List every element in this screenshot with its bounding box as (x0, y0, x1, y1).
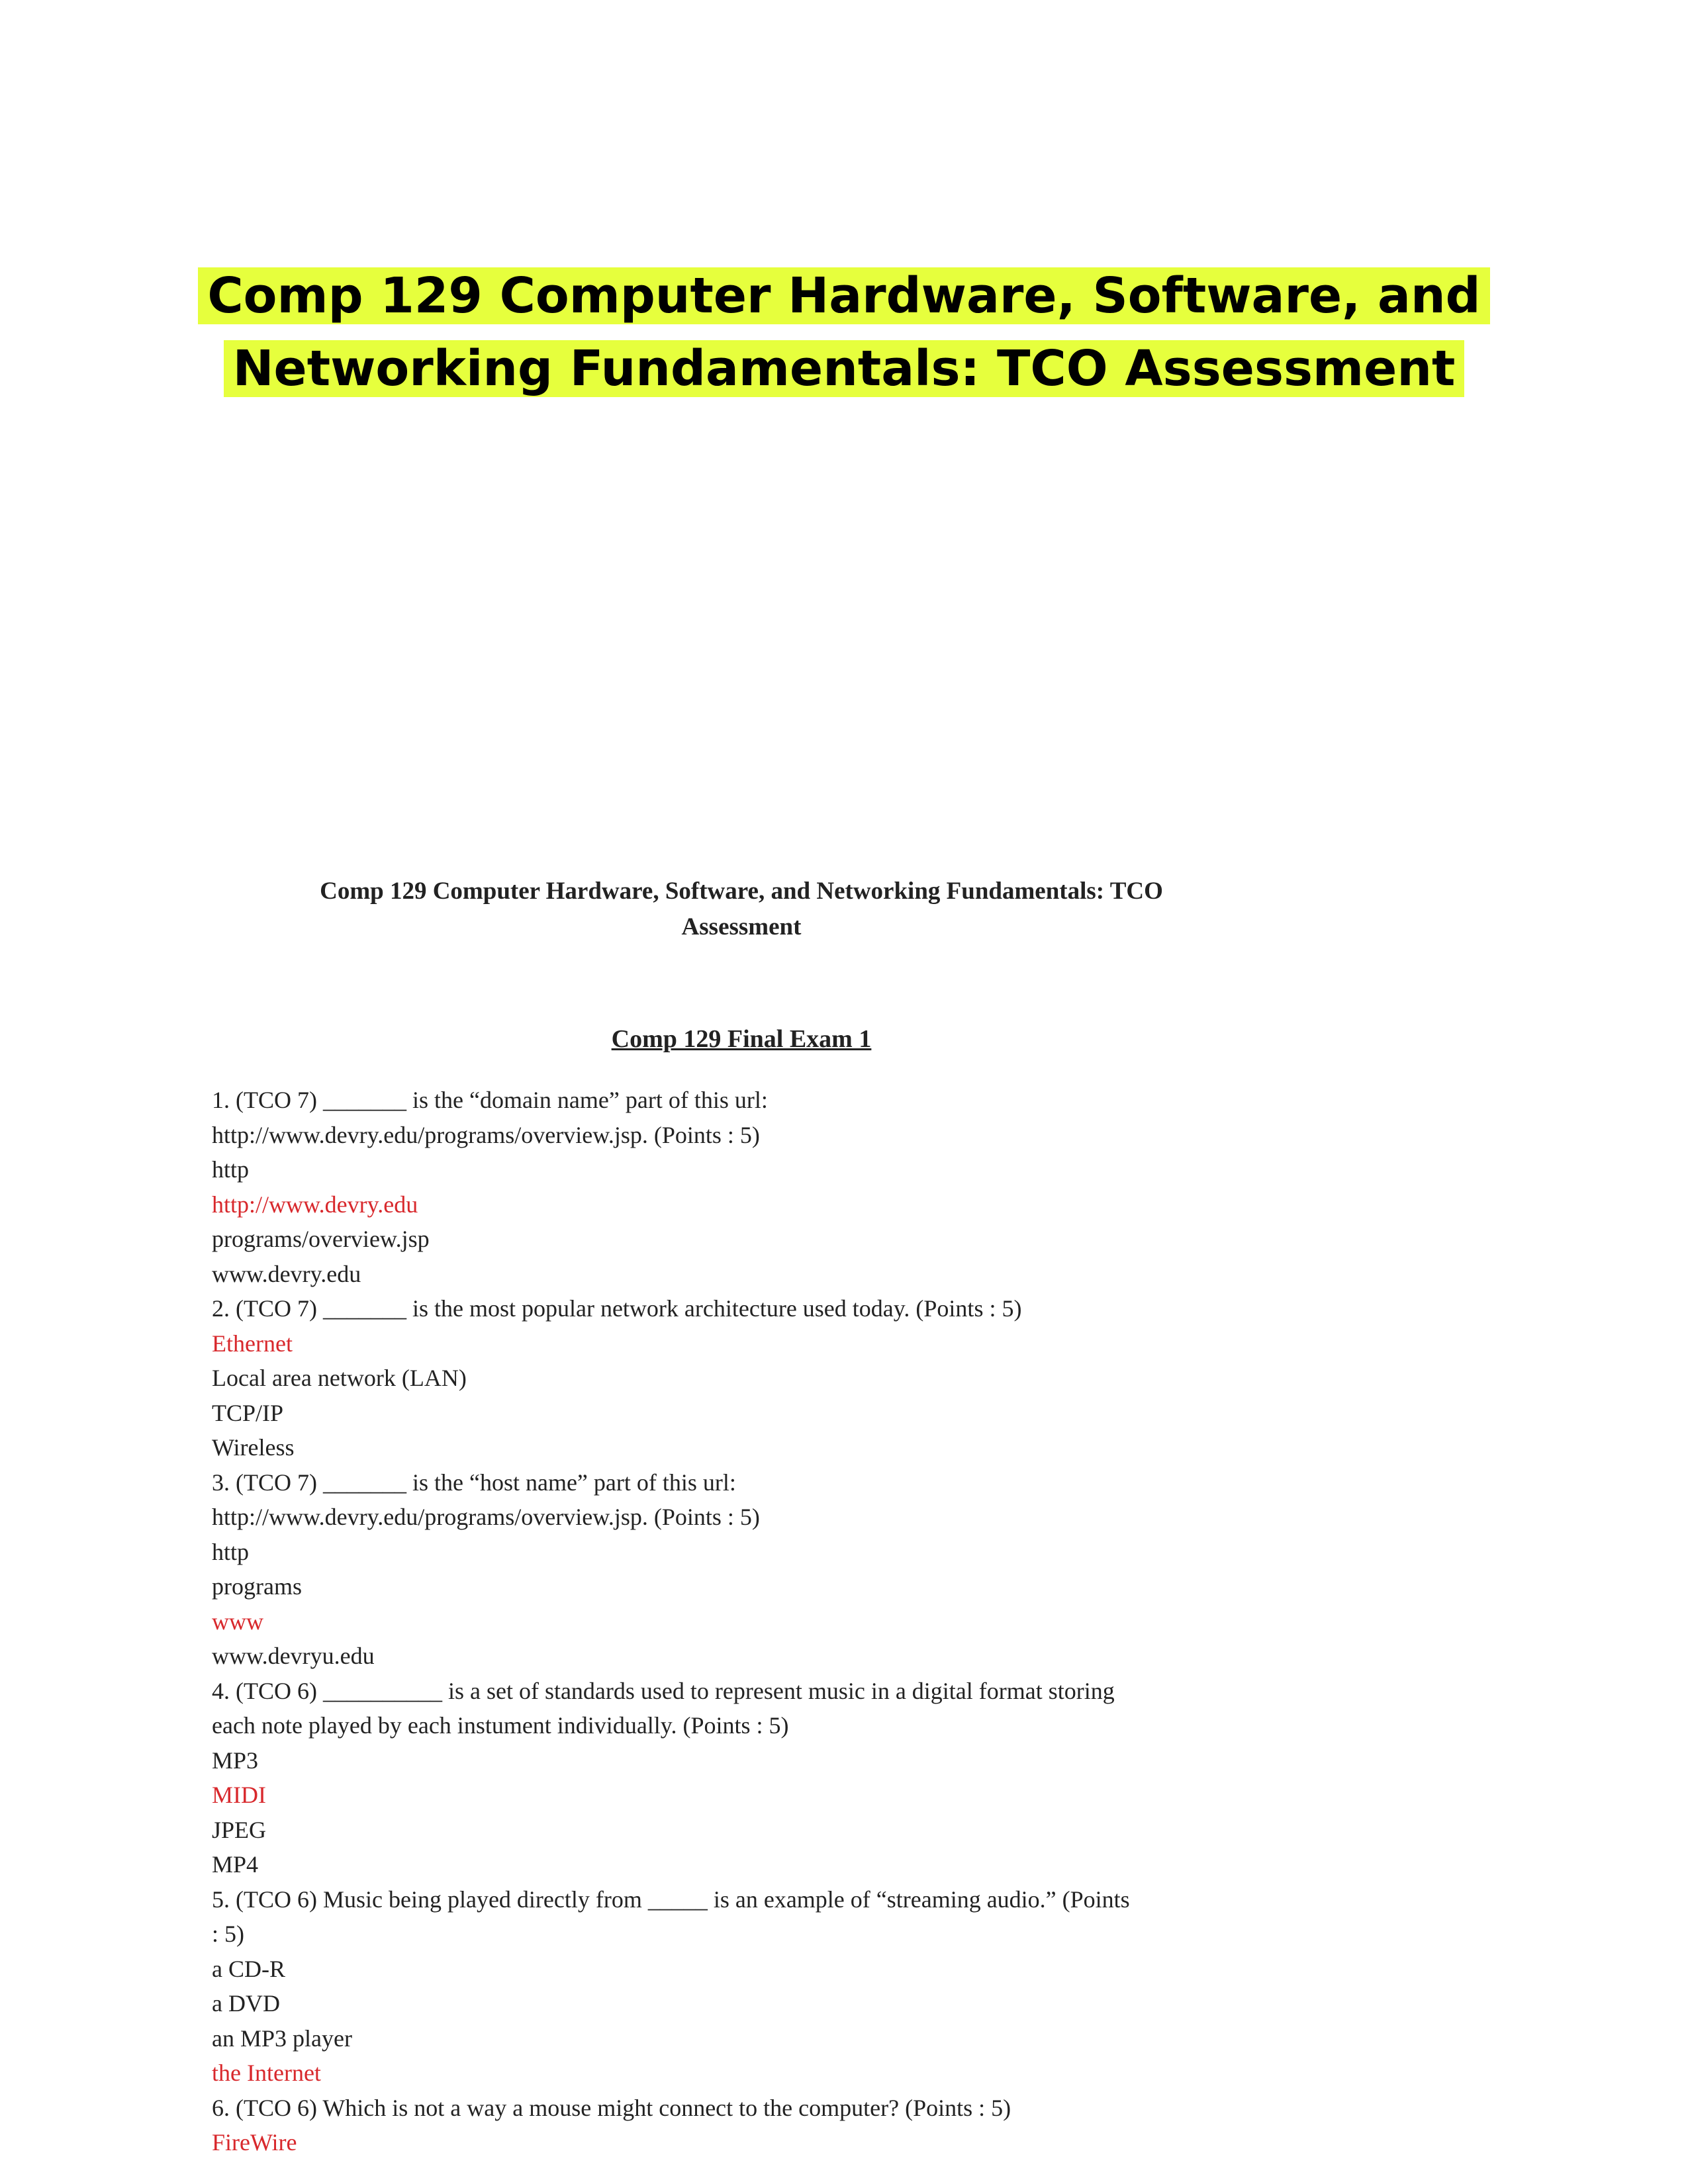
question-1-stem: 1. (TCO 7) _______ is the “domain name” part of this url: (212, 1087, 768, 1113)
question-4-option: MP3 (212, 1747, 259, 1774)
question-1-option: http (212, 1156, 250, 1183)
question-3-option: www.devryu.edu (212, 1643, 375, 1669)
highlighted-title-line-1: Comp 129 Computer Hardware, Software, and (198, 267, 1489, 324)
question-4-answer: MIDI (212, 1782, 266, 1808)
question-1-option: programs/overview.jsp (212, 1226, 430, 1252)
question-list (212, 1083, 1271, 2160)
question-5-stem: 5. (TCO 6) Music being played directly from _____ is an example of “streaming audio.” (Points (212, 1886, 1130, 1913)
question-1-option: www.devry.edu (212, 1260, 361, 1287)
question-4-stem: 4. (TCO 6) __________ is a set of standards used to represent music in a digital format storing (212, 1677, 1115, 1704)
question-4-option: MP4 (212, 1851, 259, 1878)
question-6-stem: 6. (TCO 6) Which is not a way a mouse might connect to the computer? (Points : 5) (212, 2094, 1011, 2121)
exam-title: Comp 129 Final Exam 1 (611, 1025, 872, 1053)
question-5-option: a CD-R (212, 1955, 285, 1982)
question-2-stem: 2. (TCO 7) _______ is the most popular network architecture used today. (Points : 5) (212, 1295, 1022, 1322)
document-title (212, 874, 1271, 945)
question-3-stem: 3. (TCO 7) _______ is the “host name” part of this url: (212, 1469, 736, 1496)
highlighted-title (0, 259, 1688, 405)
question-3-answer: www (212, 1608, 263, 1635)
question-5-option: an MP3 player (212, 2025, 352, 2052)
highlighted-title-line-2: Networking Fundamentals: TCO Assessment (224, 340, 1465, 397)
question-5-option: a DVD (212, 1990, 280, 2017)
question-3-option: http (212, 1538, 250, 1565)
question-1-stem-cont: http://www.devry.edu/programs/overview.jsp. (Points : 5) (212, 1121, 760, 1148)
question-2-answer: Ethernet (212, 1330, 293, 1357)
question-2-option: TCP/IP (212, 1399, 284, 1426)
question-3-option: programs (212, 1573, 302, 1600)
question-2-option: Local area network (LAN) (212, 1365, 467, 1391)
document-title-line-2: Assessment (681, 913, 802, 940)
question-1-answer: http://www.devry.edu (212, 1191, 418, 1218)
question-2-option: Wireless (212, 1434, 295, 1461)
question-6-answer: FireWire (212, 2129, 297, 2156)
question-5-answer: the Internet (212, 2060, 321, 2086)
question-4-option: JPEG (212, 1816, 267, 1843)
document-title-line-1: Comp 129 Computer Hardware, Software, and Networking Fundamentals: TCO (320, 878, 1163, 905)
question-3-stem-cont: http://www.devry.edu/programs/overview.jsp. (Points : 5) (212, 1504, 760, 1530)
question-5-stem-cont: : 5) (212, 1921, 244, 1947)
question-4-stem-cont: each note played by each instument individually. (Points : 5) (212, 1712, 789, 1739)
